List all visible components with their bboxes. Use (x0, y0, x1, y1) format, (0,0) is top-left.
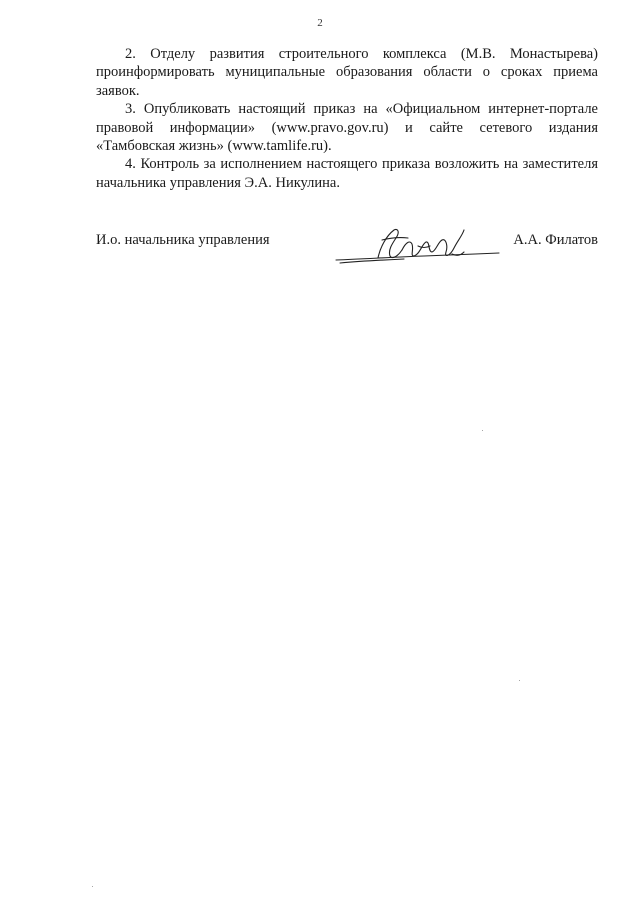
paragraph-item-2: 2. Отделу развития строительного комплекса (М.В. Монастырева) проинформировать муниципальные образования области о сроках приема заявок. (96, 46, 598, 99)
signer-name: А.А. Филатов (513, 232, 598, 248)
signer-title: И.о. начальника управления (96, 232, 270, 248)
scan-speck (519, 680, 520, 681)
page-number: 2 (317, 17, 323, 29)
handwritten-signature (334, 226, 502, 272)
signature-block (96, 226, 598, 276)
scan-speck (92, 886, 93, 887)
paragraph-item-3: 3. Опубликовать настоящий приказ на «Официальном интернет-портале правовой информации» (www.pravo.gov.ru) и сайте сетевого издания «Тамбовская жизнь» (www.tamlife.ru). (96, 101, 598, 155)
paragraph-item-4: 4. Контроль за исполнением настоящего приказа возложить на заместителя начальника управления Э.А. Никулина. (96, 156, 598, 191)
scan-speck (482, 430, 483, 431)
document-body (96, 45, 598, 192)
